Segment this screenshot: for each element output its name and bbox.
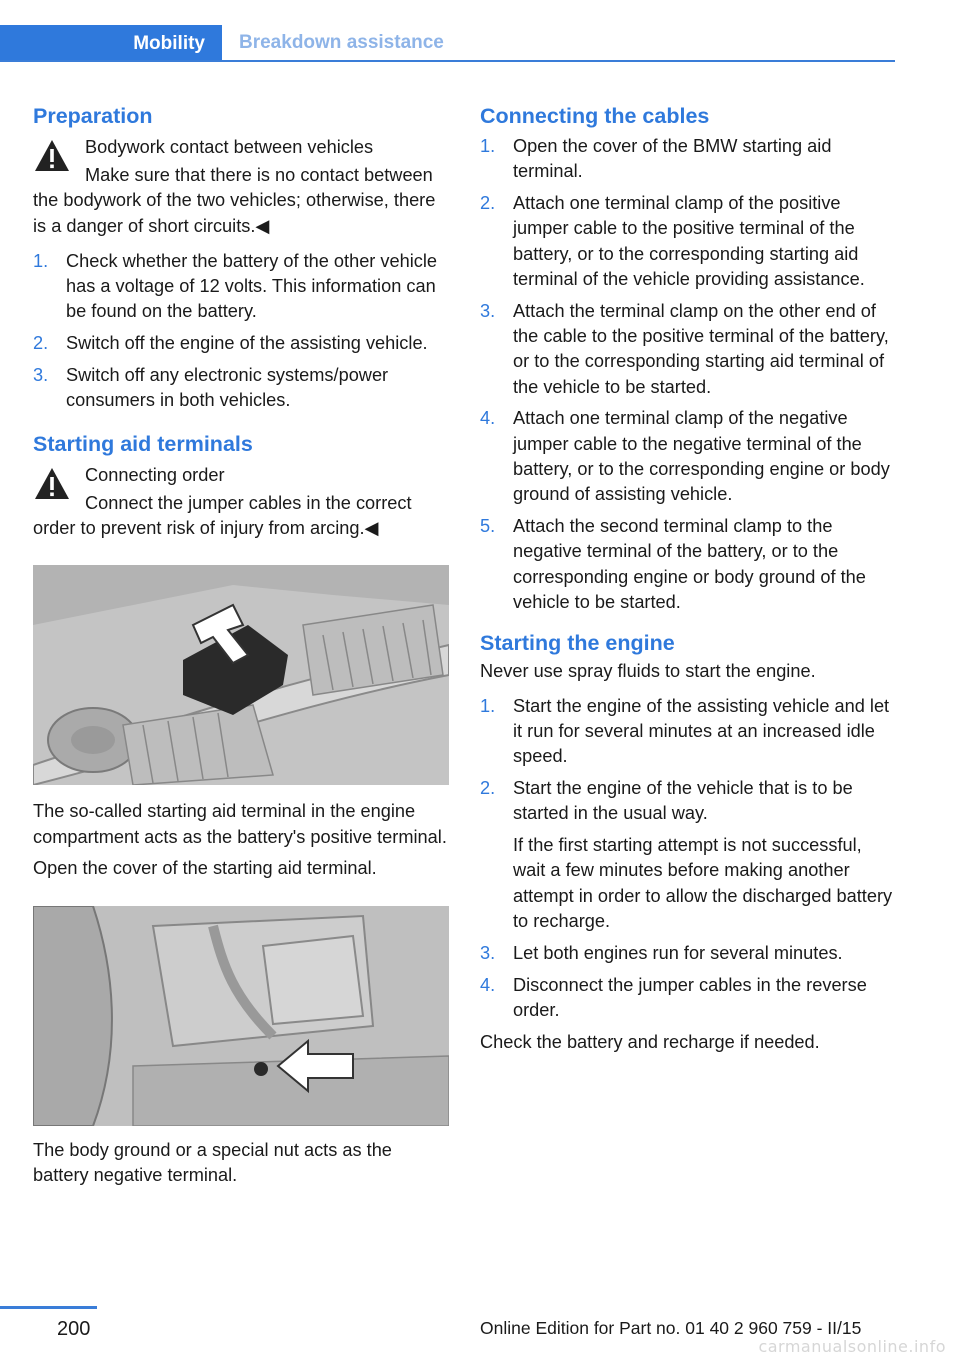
step-text: Start the engine of the vehicle that is to be started in the usual way.: [513, 778, 853, 824]
warning-title: Connecting order: [85, 464, 225, 485]
footer-rule: [0, 1306, 97, 1309]
heading-starting-engine: Starting the engine: [480, 631, 675, 656]
warning-title: Bodywork contact between vehicles: [85, 137, 374, 157]
caption-negative-terminal: The body ground or a special nut acts as the battery negative terminal.: [33, 1140, 392, 1186]
header-rule: [0, 60, 895, 62]
warning-connecting-order: [33, 460, 449, 542]
page-number: 200: [57, 1318, 91, 1340]
step-number: 4.: [480, 974, 496, 995]
step-item: [480, 406, 896, 507]
starting-steps: [480, 694, 896, 1024]
connecting-steps: [480, 134, 896, 615]
step-item: [33, 249, 449, 325]
warning-bodywork: [33, 132, 449, 239]
step-item: [480, 299, 896, 400]
caption-positive-terminal: The so-called starting aid terminal in the engine compartment acts as the battery's positive terminal.: [33, 801, 447, 847]
heading-preparation: Preparation: [33, 104, 153, 128]
warning-text: Make sure that there is no contact between the bodywork of the two vehicles; otherwise, there is a danger of short circuits.◀: [33, 165, 436, 236]
step-text: Check whether the battery of the other vehicle has a voltage of 12 volts. This information can be found on the battery.: [66, 250, 438, 322]
step-number: 2.: [480, 778, 496, 799]
step-number: 1.: [480, 695, 496, 716]
step-number: 5.: [480, 516, 496, 537]
tab-mobility: Mobility: [0, 25, 222, 62]
step-number: 3.: [480, 300, 496, 321]
step-text: Attach the terminal clamp on the other end of the cable to the positive terminal of the battery, or to the corresponding starting aid terminal of the vehicle to be started.: [513, 300, 889, 397]
step-text: Open the cover of the BMW starting aid terminal.: [513, 136, 832, 182]
step-text: Attach the second terminal clamp to the negative terminal of the battery, or to the corresponding engine or body ground of the vehicle to be started.: [513, 516, 866, 613]
figure-starting-aid-terminal: [33, 565, 449, 785]
caption-open-cover: Open the cover of the starting aid terminal.: [33, 857, 377, 878]
step-item: [33, 331, 449, 356]
step-item: [480, 776, 896, 934]
step-number: 1.: [33, 250, 49, 271]
step-number: 3.: [33, 365, 49, 386]
edition-text: Online Edition for Part no. 01 40 2 960 759 - II/15: [480, 1318, 862, 1338]
step-text: Attach one terminal clamp of the positive jumper cable to the positive terminal of the battery, or to the corresponding starting aid terminal of the vehicle providing assistance.: [513, 193, 865, 289]
step-text: Attach one terminal clamp of the negative jumper cable to the negative terminal of the battery, or to the corresponding engine or body ground of assisting vehicle.: [513, 408, 890, 505]
starting-intro: Never use spray fluids to start the engine.: [480, 661, 816, 682]
warning-icon: [33, 466, 71, 502]
heading-connecting-cables: Connecting the cables: [480, 104, 710, 128]
step-number: 2.: [480, 193, 496, 214]
step-number: 4.: [480, 408, 496, 429]
step-item: [33, 363, 449, 414]
step-number: 1.: [480, 136, 496, 156]
body-ground-illustration: [33, 906, 449, 1126]
step-item: [480, 514, 896, 615]
engine-bay-illustration: [33, 565, 449, 785]
step-text: Switch off the engine of the assisting vehicle.: [66, 333, 428, 354]
step-subtext: If the first starting attempt is not successful, wait a few minutes before making another attempt in order to allow the discharged battery to recharge.: [513, 835, 893, 932]
step-number: 3.: [480, 942, 496, 963]
starting-outro: Check the battery and recharge if needed.: [480, 1031, 820, 1052]
preparation-steps: [33, 249, 449, 414]
step-text: Disconnect the jumper cables in the reverse order.: [513, 974, 867, 1020]
step-item: [480, 694, 896, 770]
step-number: 2.: [33, 333, 49, 354]
step-text: Let both engines run for several minutes.: [513, 942, 843, 963]
step-item: [480, 941, 896, 966]
figure-body-ground: [33, 906, 449, 1126]
step-item: [480, 191, 896, 292]
step-item: [480, 973, 896, 1024]
right-column: [480, 100, 896, 1055]
page-header: [0, 25, 895, 62]
warning-text: Connect the jumper cables in the correct order to prevent risk of injury from arcing.◀: [33, 492, 412, 538]
watermark: carmanualsonline.info: [758, 1337, 946, 1356]
step-text: Switch off any electronic systems/power consumers in both vehicles.: [66, 365, 389, 411]
left-column: [33, 100, 449, 1189]
tab-breakdown-assistance: Breakdown assistance: [239, 31, 444, 53]
step-item: [480, 134, 896, 185]
warning-icon: [33, 138, 71, 174]
step-text: Start the engine of the assisting vehicle and let it run for several minutes at an increased idle speed.: [513, 695, 890, 767]
heading-starting-aid-terminals: Starting aid terminals: [33, 431, 253, 456]
